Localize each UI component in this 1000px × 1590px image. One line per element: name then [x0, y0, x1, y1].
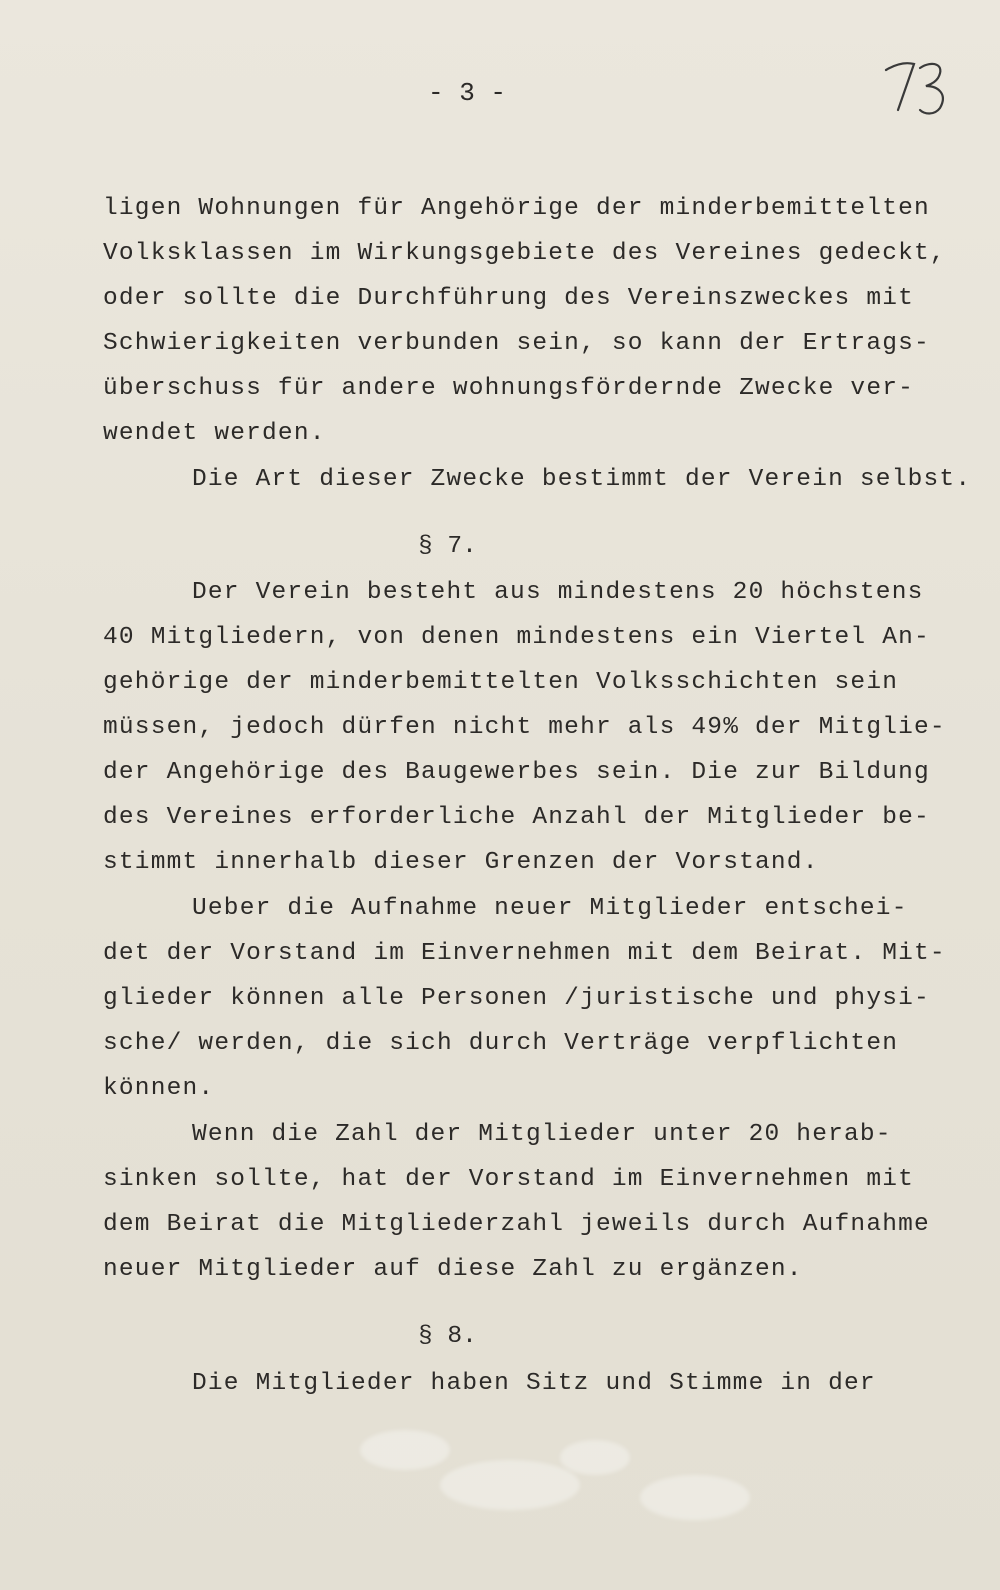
text-line: überschuss für andere wohnungsfördernde Zwecke ver-	[103, 375, 915, 402]
text-line: dem Beirat die Mitgliederzahl jeweils durch Aufnahme	[103, 1211, 930, 1238]
text-line: Ueber die Aufnahme neuer Mitglieder entschei-	[192, 895, 908, 922]
handwritten-folio-number	[880, 52, 960, 122]
text-line: Wenn die Zahl der Mitglieder unter 20 herab-	[192, 1121, 892, 1148]
text-line: glieder können alle Personen /juristische und physi-	[103, 985, 930, 1012]
text-line: der Angehörige des Baugewerbes sein. Die zur Bildung	[103, 759, 930, 786]
text-line: Der Verein besteht aus mindestens 20 höchstens	[192, 579, 924, 606]
text-line: Volksklassen im Wirkungsgebiete des Vereines gedeckt,	[103, 240, 946, 267]
text-line: des Vereines erforderliche Anzahl der Mitglieder be-	[103, 804, 930, 831]
page-number: - 3 -	[428, 78, 507, 108]
text-line: neuer Mitglieder auf diese Zahl zu ergänzen.	[103, 1256, 803, 1283]
text-line: oder sollte die Durchführung des Vereinszweckes mit	[103, 285, 915, 312]
text-line: det der Vorstand im Einvernehmen mit dem Beirat. Mit-	[103, 940, 946, 967]
text-line: ligen Wohnungen für Angehörige der minderbemittelten	[103, 195, 930, 222]
paper-stain	[640, 1475, 750, 1520]
paper-stain	[360, 1430, 450, 1470]
text-line: Schwierigkeiten verbunden sein, so kann der Ertrags-	[103, 330, 930, 357]
text-line: wendet werden.	[103, 420, 326, 447]
text-line: müssen, jedoch dürfen nicht mehr als 49% der Mitglie-	[103, 714, 946, 741]
text-line: gehörige der minderbemittelten Volksschichten sein	[103, 669, 899, 696]
section-heading: § 8.	[418, 1323, 477, 1350]
paper-stain	[440, 1460, 580, 1510]
text-line: sinken sollte, hat der Vorstand im Einvernehmen mit	[103, 1166, 915, 1193]
section-heading: § 7.	[418, 533, 477, 560]
text-line: stimmt innerhalb dieser Grenzen der Vorstand.	[103, 849, 819, 876]
text-line: Die Art dieser Zwecke bestimmt der Verein selbst.	[192, 466, 972, 493]
text-line: sche/ werden, die sich durch Verträge verpflichten	[103, 1030, 899, 1057]
paper-stain	[560, 1440, 630, 1475]
text-line: 40 Mitgliedern, von denen mindestens ein Viertel An-	[103, 624, 930, 651]
text-line: Die Mitglieder haben Sitz und Stimme in der	[192, 1370, 876, 1397]
text-line: können.	[103, 1075, 215, 1102]
